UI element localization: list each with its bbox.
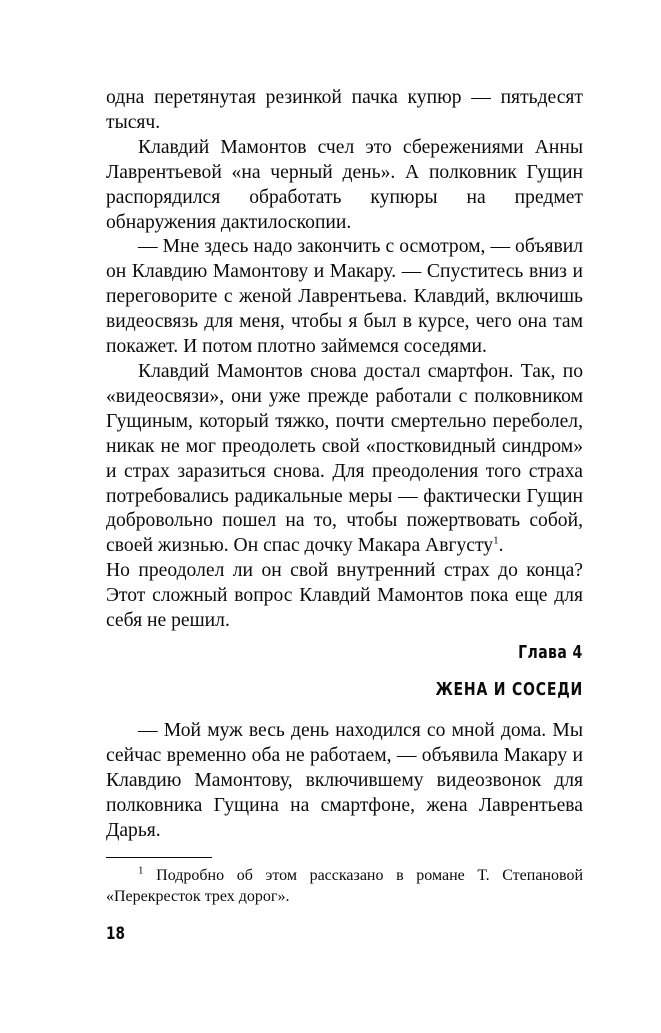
body-text-top xyxy=(106,86,583,634)
paragraph: — Мне здесь надо закончить с осмотром, — объявил он Клавдию Мамонтову и Макару. — Спуститесь вниз и переговорите с женой Лаврентьева. Клавдий, включишь видеосвязь для меня, чтобы я был в курсе, чего она там покажет. И потом плотно займемся соседями. xyxy=(106,236,583,358)
footnote-mark: 1 xyxy=(138,864,144,877)
footnote-text: Подробно об этом рассказано в романе Т. Степановой «Перекресток трех дорог». xyxy=(106,867,584,905)
paragraph: одна перетянутая резинкой пачка купюр — пятьдесят тысяч. xyxy=(106,87,583,133)
paragraph-text: Клавдий Мамонтов снова достал смартфон. Так, по «видеосвязи», они уже прежде работали с полковником Гущиным, который тяжко, почти смертельно переболел, никак не мог преодолеть свой «постковидный синдром» и страх заразиться снова. Для преодоления того страха потребовались радикальные меры — фактически Гущин добровольно пошел на то, чтобы пожертвовать собой, своей жизнью. Он спас дочку Макара Августу xyxy=(106,360,583,557)
chapter-title: ЖЕНА И СОСЕДИ xyxy=(435,679,583,700)
paragraph: Клавдий Мамонтов счел это сбережениями Анны Лаврентьевой «на черный день». А полковник Гущин распорядился обработать купюры на предмет обнаружения дактилоскопии. xyxy=(106,136,583,233)
paragraph: Клавдий Мамонтов снова достал смартфон. Так, по «видеосвязи», они уже прежде работали с полковником Гущиным, который тяжко, почти смертельно переболел, никак не мог преодолеть свой «постковидный синдром» и страх заразиться снова. Для преодоления того страха потребовались радикальные меры — фактически Гущин добровольно пошел на то, чтобы пожертвовать собой, своей жизнью. Он спас дочку Макара Августу$^1$. xyxy=(106,360,583,557)
page-number: 18 xyxy=(106,924,125,944)
paragraph: — Мой муж весь день находился со мной дома. Мы сейчас временно оба не работаем, — объявила Макару и Клавдию Мамонтову, включившему видеозвонок для полковника Гущина на смартфоне, жена Лаврентьева Дарья. xyxy=(106,720,583,841)
footnote-divider xyxy=(106,857,212,858)
footnote-reference: 1 xyxy=(493,534,499,547)
chapter-label: Глава 4 xyxy=(518,642,583,663)
body-text-bottom xyxy=(106,719,583,844)
footnote xyxy=(106,865,583,907)
paragraph: Но преодолел ли он свой внутренний страх до конца? Этот сложный вопрос Клавдий Мамонтов пока еще для себя не решил. xyxy=(106,560,583,632)
